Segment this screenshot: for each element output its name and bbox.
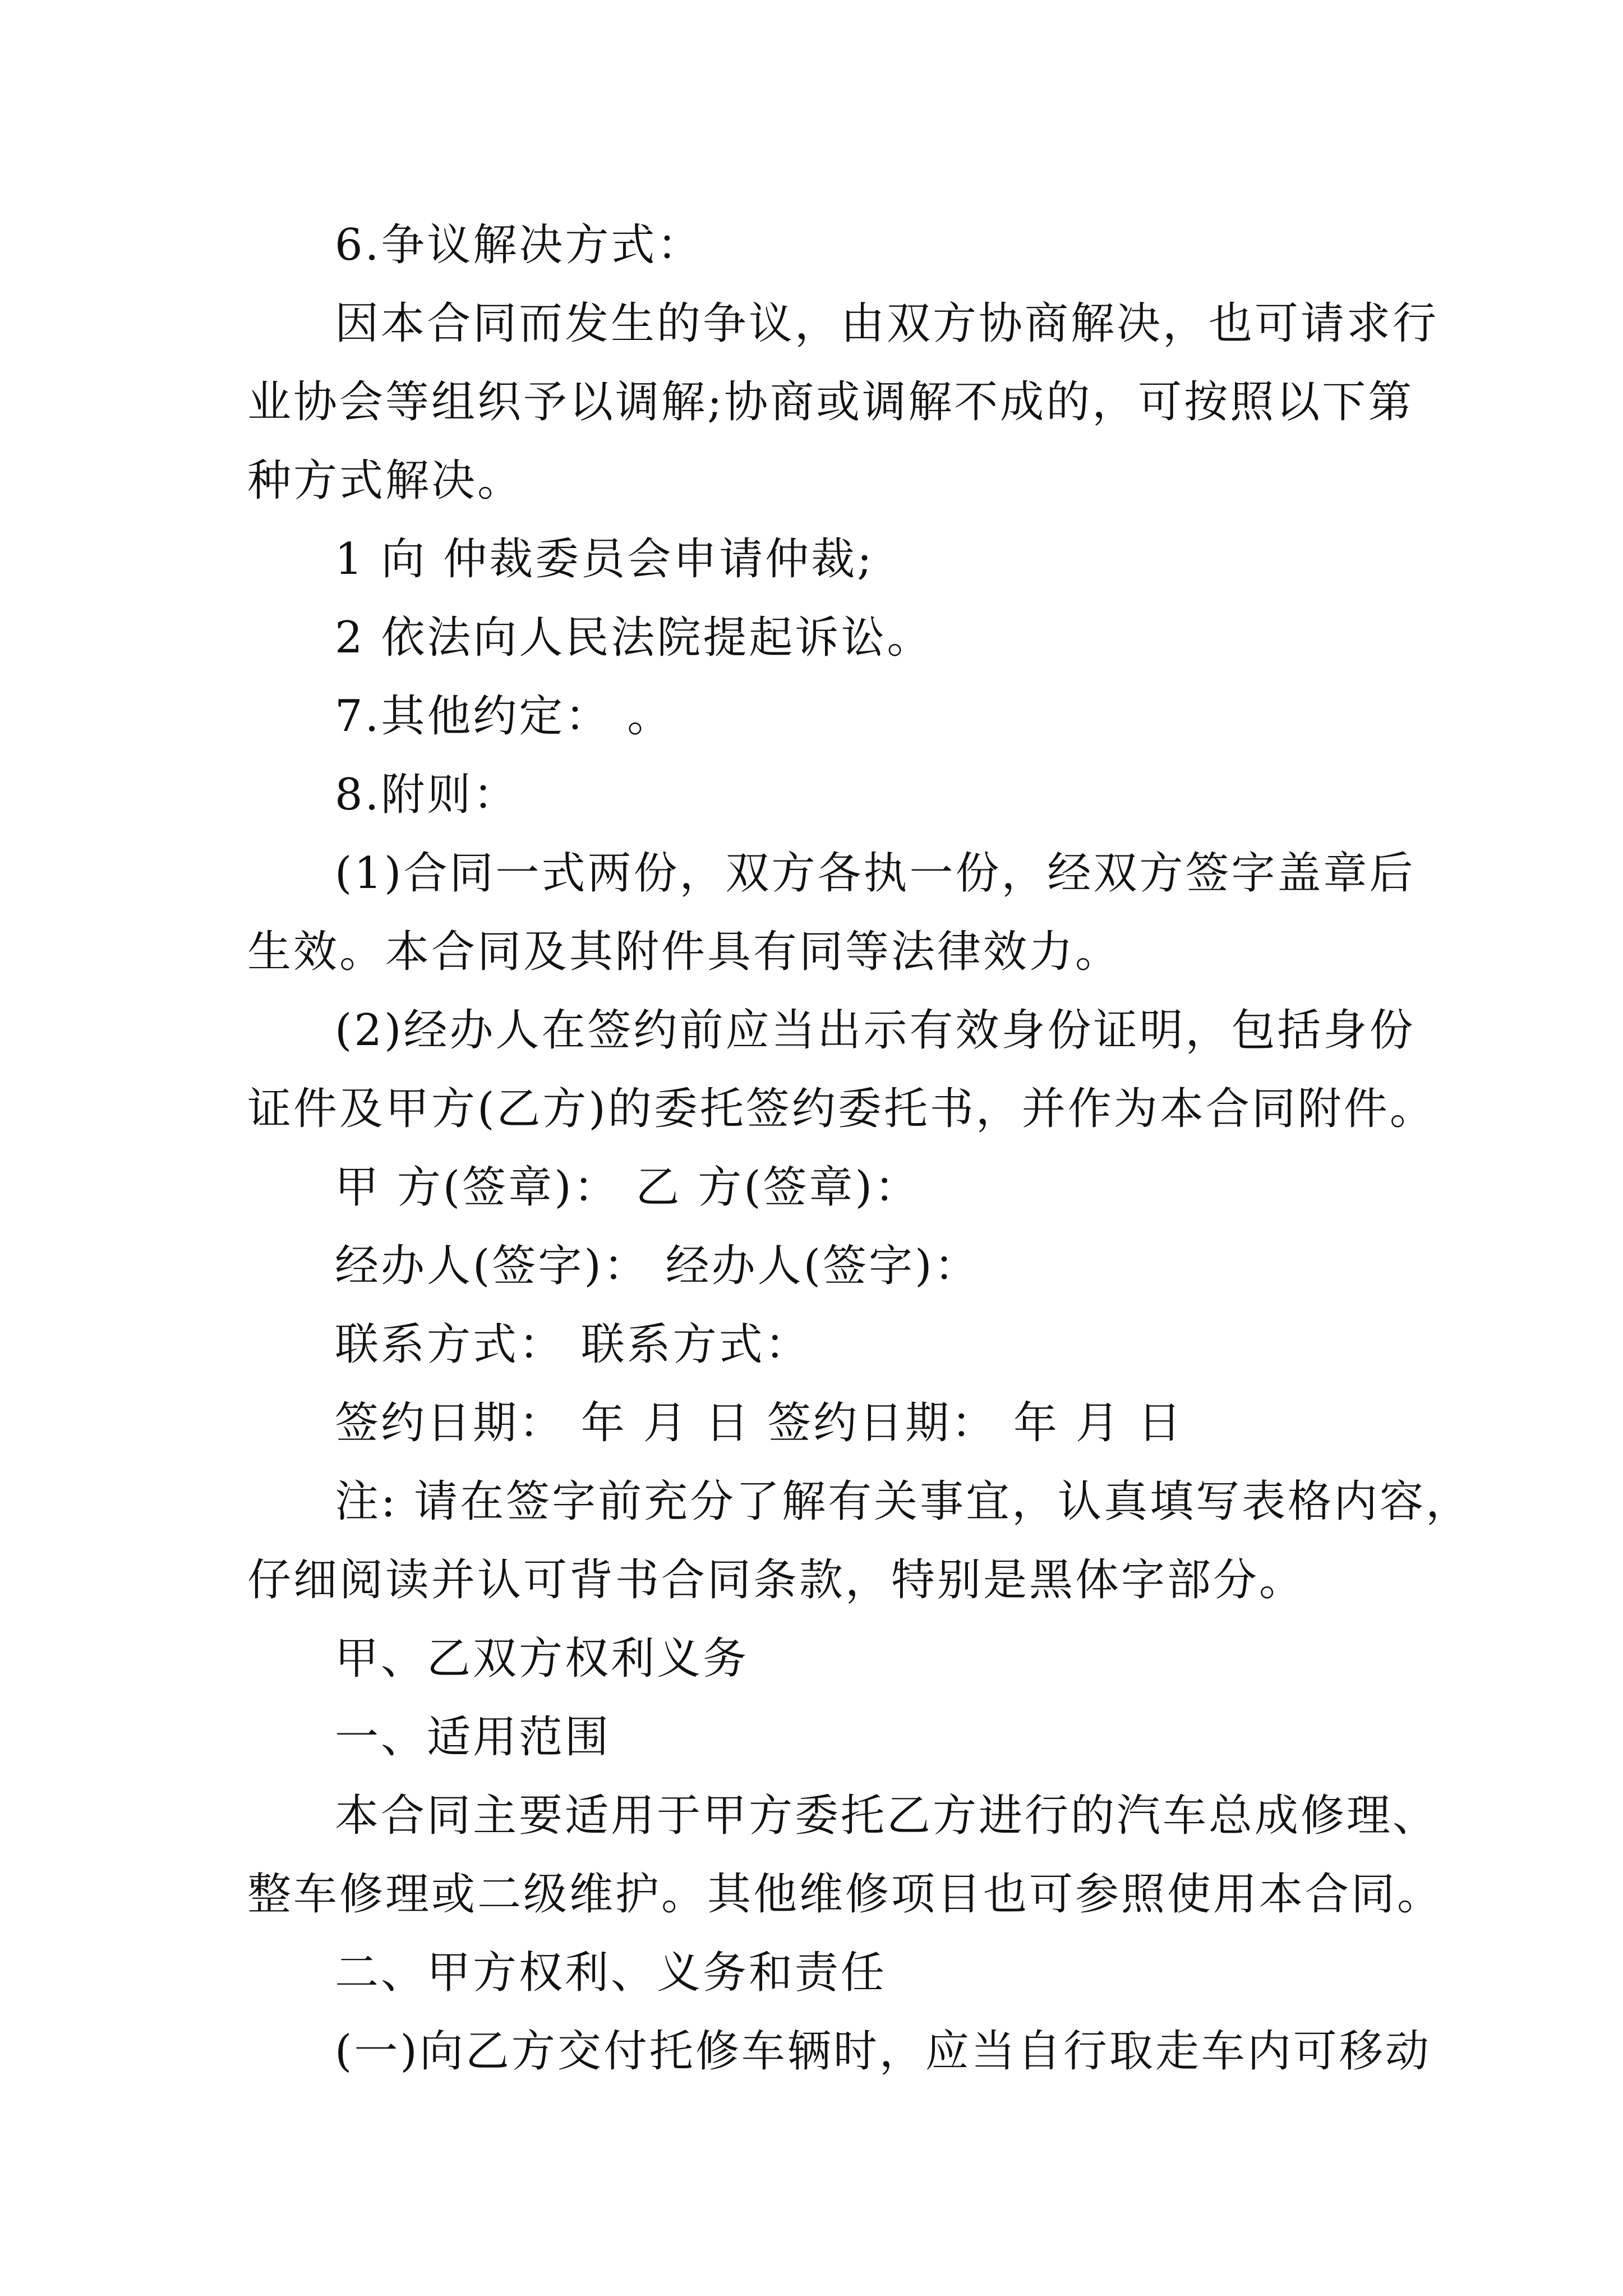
text-line: 2 依法向人民法院提起诉讼。 bbox=[335, 613, 933, 663]
text-line: 1 向 仲裁委员会申请仲裁; bbox=[335, 534, 874, 585]
section-heading: 一、适用范围 bbox=[335, 1712, 611, 1763]
text-line: 8.附则： bbox=[335, 770, 519, 820]
text-line: 甲 方(签章)： 乙 方(签章)： bbox=[335, 1162, 921, 1213]
text-line: 生效。本合同及其附件具有同等法律效力。 bbox=[247, 927, 1122, 977]
text-line: 经办人(签字)： 经办人(签字)： bbox=[335, 1241, 980, 1291]
text-line: 种方式解决。 bbox=[247, 455, 524, 506]
text-line: 整车修理或二级维护。其他维修项目也可参照使用本合同。 bbox=[247, 1869, 1444, 1920]
text-line: 注: 请在签字前充分了解有关事宜，认真填写表格内容， bbox=[335, 1476, 1472, 1527]
section-heading: 二、甲方权利、义务和责任 bbox=[335, 1948, 887, 1998]
text-line: (一)向乙方交付托修车辆时，应当自行取走车内可移动 bbox=[335, 2026, 1431, 2077]
text-line: 联系方式： 联系方式： bbox=[335, 1319, 811, 1370]
text-line: (2)经办人在签约前应当出示有效身份证明，包括身份 bbox=[335, 1005, 1415, 1056]
text-line: 6.争议解决方式： bbox=[335, 220, 703, 270]
text-line: 签约日期： 年 月 日 签约日期： 年 月 日 bbox=[335, 1398, 1184, 1448]
text-line: 证件及甲方(乙方)的委托签约委托书，并作为本合同附件。 bbox=[247, 1084, 1436, 1134]
text-line: (1)合同一式两份，双方各执一份，经双方签字盖章后 bbox=[335, 848, 1415, 899]
text-line: 仔细阅读并认可背书合同条款，特别是黑体字部分。 bbox=[247, 1555, 1306, 1605]
text-line: 本合同主要适用于甲方委托乙方进行的汽车总成修理、 bbox=[335, 1791, 1439, 1841]
text-line: 业协会等组织予以调解;协商或调解不成的，可按照以下第 bbox=[247, 377, 1414, 427]
text-line: 因本合同而发生的争议，由双方协商解决，也可请求行 bbox=[335, 298, 1439, 349]
section-heading: 甲、乙双方权利义务 bbox=[335, 1634, 749, 1684]
text-line: 7.其他约定： 。 bbox=[335, 691, 674, 742]
